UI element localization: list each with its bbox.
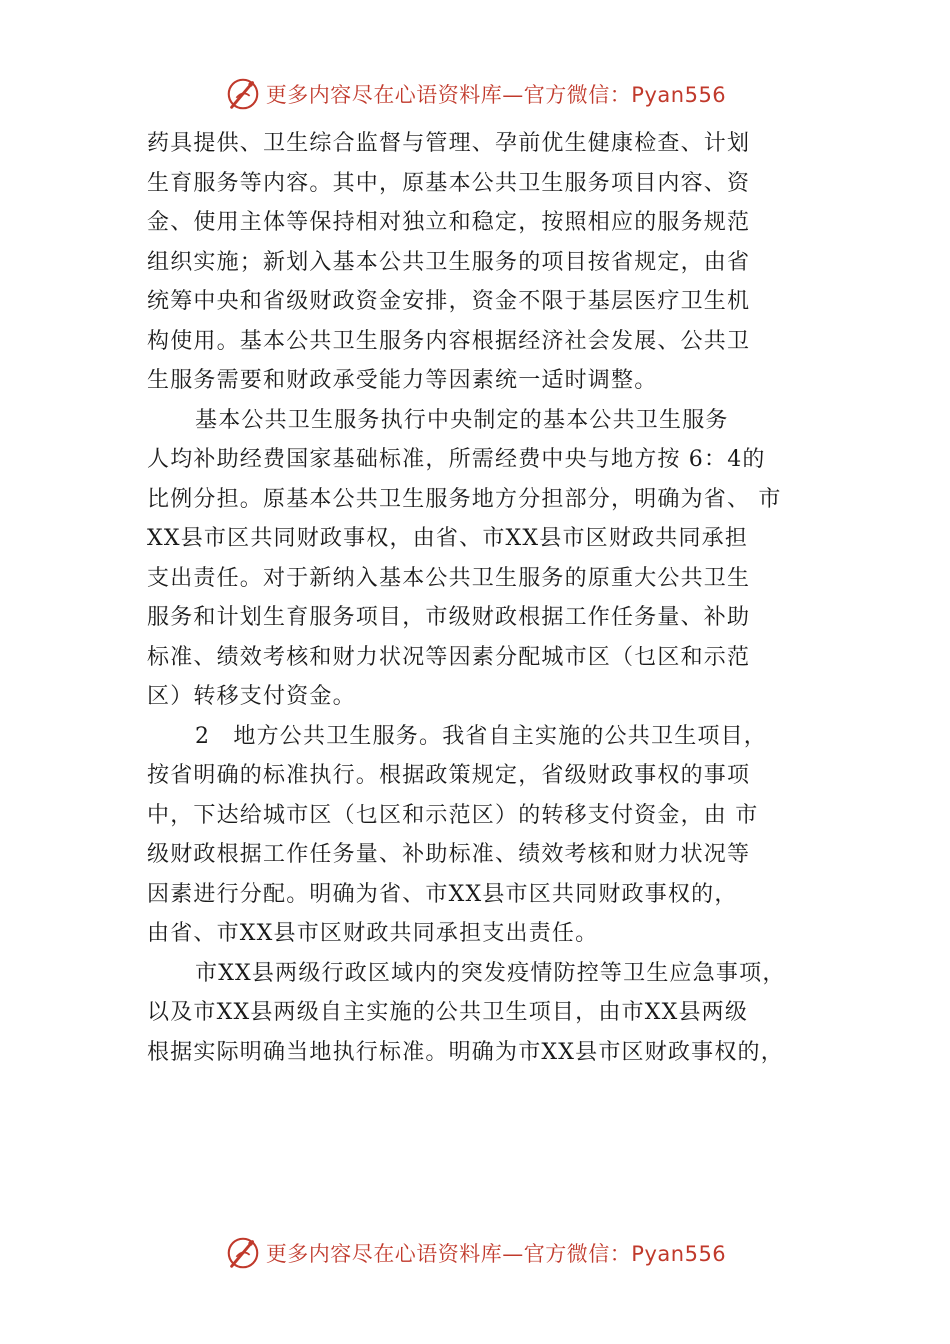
text-line: 根据实际明确当地执行标准。明确为市XX县市区财政事权的，: [147, 1039, 784, 1065]
text-line: 统筹中央和省级财政资金安排，资金不限于基层医疗卫生机: [147, 289, 751, 314]
watermark-text: 更多内容尽在心语资料库—官方微信：Pyan556: [265, 1242, 727, 1266]
text-line: 以及市XX县两级自主实施的公共卫生项目，由市XX县两级: [147, 1000, 749, 1025]
document-body: [147, 124, 827, 1072]
text-line: XX县市区共同财政事权，由省、市XX县市区财政共同承担: [147, 526, 749, 551]
text-line: 比例分担。原基本公共卫生服务地方分担部分，明确为省、 市: [147, 486, 782, 512]
text-line: 支出责任。对于新纳入基本公共卫生服务的原重大公共卫生: [147, 565, 751, 591]
text-line: 市XX县两级行政区域内的突发疫情防控等卫生应急事项，: [195, 960, 786, 986]
text-line: 基本公共卫生服务执行中央制定的基本公共卫生服务: [195, 407, 729, 433]
text-line: 生育服务等内容。其中，原基本公共卫生服务项目内容、资: [147, 170, 751, 196]
text-line: 人均补助经费国家基础标准，所需经费中央与地方按 6：4的: [147, 447, 766, 472]
pen-logo-icon: [224, 75, 262, 113]
text-line: 金、使用主体等保持相对独立和稳定，按照相应的服务规范: [147, 210, 751, 235]
text-line: 生服务需要和财政承受能力等因素统一适时调整。: [147, 368, 658, 393]
text-line: 组织实施；新划入基本公共卫生服务的项目按省规定，由省: [147, 249, 751, 275]
text-line: 中，下达给城市区（乜区和示范区）的转移支付资金，由 市: [147, 802, 759, 828]
text-line: 服务和计划生育服务项目，市级财政根据工作任务量、补助: [147, 605, 751, 630]
footer-watermark: [0, 1233, 950, 1273]
watermark-text: 更多内容尽在心语资料库—官方微信：Pyan556: [265, 83, 727, 107]
text-line: 构使用。基本公共卫生服务内容根据经济社会发展、公共卫: [147, 328, 751, 354]
text-line: 区）转移支付资金。: [147, 684, 356, 709]
text-line: 2 地方公共卫生服务。我省自主实施的公共卫生项目，: [195, 723, 767, 749]
text-line: 药具提供、卫生综合监督与管理、孕前优生健康检查、计划: [147, 131, 751, 156]
text-line: 由省、市XX县市区财政共同承担支出责任。: [147, 921, 599, 946]
text-line: 级财政根据工作任务量、补助标准、绩效考核和财力状况等: [147, 842, 751, 867]
pen-logo-icon: [224, 1234, 262, 1272]
text-line: 因素进行分配。明确为省、市XX县市区共同财政事权的，: [147, 881, 738, 907]
text-line: 标准、绩效考核和财力状况等因素分配城市区（乜区和示范: [147, 644, 751, 670]
header-watermark: [0, 74, 950, 114]
text-line: 按省明确的标准执行。根据政策规定，省级财政事权的事项: [147, 763, 751, 788]
